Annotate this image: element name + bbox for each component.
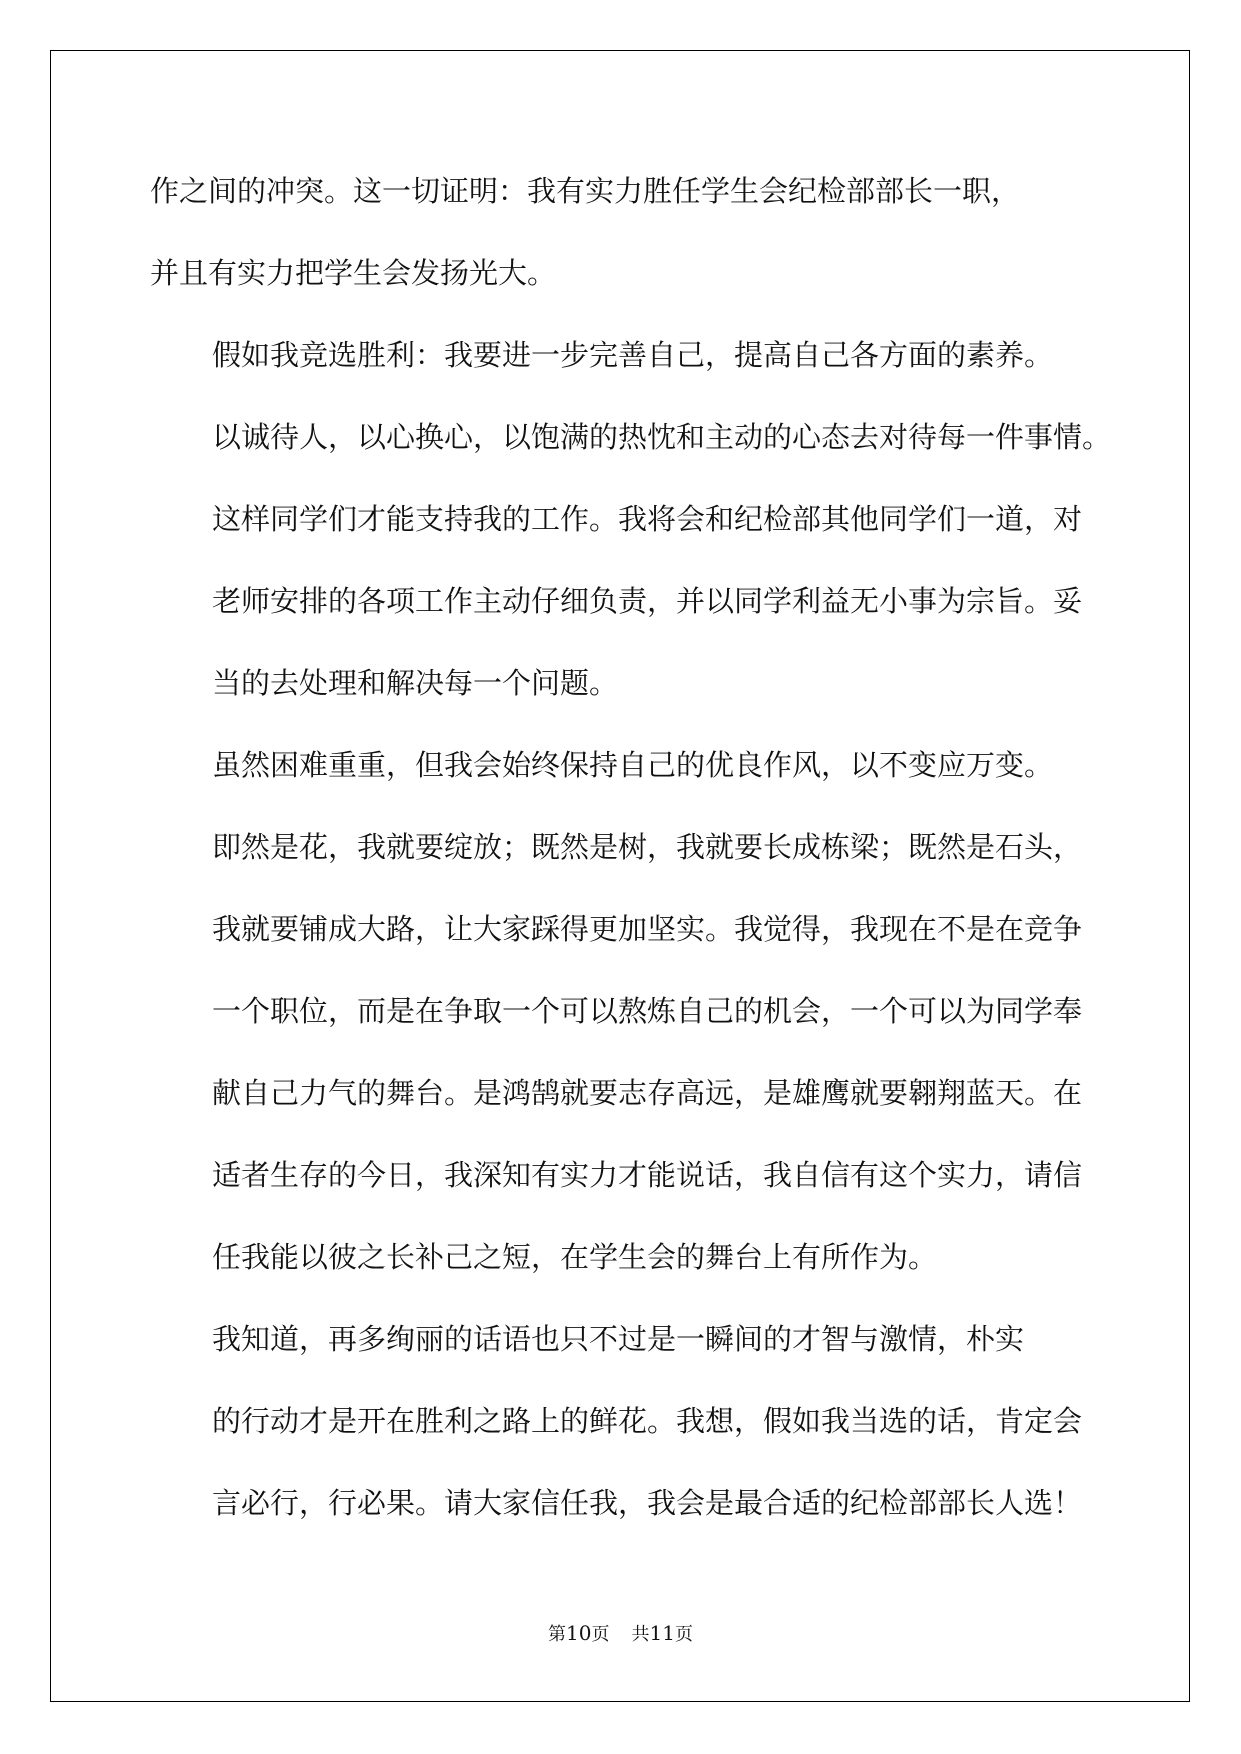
paragraph [150,724,1100,1298]
page-total: 11 [649,1621,675,1645]
text-line: 我就要铺成大路，让大家踩得更加坚实。我觉得，我现在不是在竞争 [212,912,1083,946]
text-line: 并且有实力把学生会发扬光大。 [150,256,557,290]
page-current: 10 [566,1621,592,1645]
page-suffix: 页 [591,1624,610,1645]
text-line: 的行动才是开在胜利之路上的鲜花。我想，假如我当选的话，肯定会 [212,1404,1083,1438]
total-prefix: 共 [631,1624,650,1645]
text-line: 适者生存的今日，我深知有实力才能说话，我自信有这个实力，请信 [212,1158,1083,1192]
total-suffix: 页 [674,1624,693,1645]
paragraph [150,150,1100,314]
paragraph [150,1298,1100,1544]
text-line: 作之间的冲突。这一切证明：我有实力胜任学生会纪检部部长一职， [150,174,1021,208]
text-line: 任我能以彼之长补己之短，在学生会的舞台上有所作为。 [212,1240,938,1274]
text-line: 一个职位，而是在争取一个可以熬炼自己的机会，一个可以为同学奉 [212,994,1083,1028]
text-line: 这样同学们才能支持我的工作。我将会和纪检部其他同学们一道，对 [212,502,1083,536]
text-line: 当的去处理和解决每一个问题。 [212,666,619,700]
page-footer [0,1620,1241,1646]
text-line: 虽然困难重重，但我会始终保持自己的优良作风，以不变应万变。 [212,748,1054,782]
text-line: 以诚待人，以心换心，以饱满的热忱和主动的心态去对待每一件事情。 [212,420,1112,454]
document-body [150,150,1112,1544]
text-line: 我知道，再多绚丽的话语也只不过是一瞬间的才智与激情，朴实 [212,1322,1025,1356]
text-line: 言必行，行必果。请大家信任我，我会是最合适的纪检部部长人选！ [212,1486,1083,1520]
paragraph [150,314,1112,724]
text-line: 献自己力气的舞台。是鸿鹄就要志存高远，是雄鹰就要翱翔蓝天。在 [212,1076,1083,1110]
text-line: 假如我竞选胜利：我要进一步完善自己，提高自己各方面的素养。 [212,338,1054,372]
text-line: 即然是花，我就要绽放；既然是树，我就要长成栋梁；既然是石头， [212,830,1083,864]
page-prefix: 第 [548,1624,567,1645]
text-line: 老师安排的各项工作主动仔细负责，并以同学利益无小事为宗旨。妥 [212,584,1083,618]
